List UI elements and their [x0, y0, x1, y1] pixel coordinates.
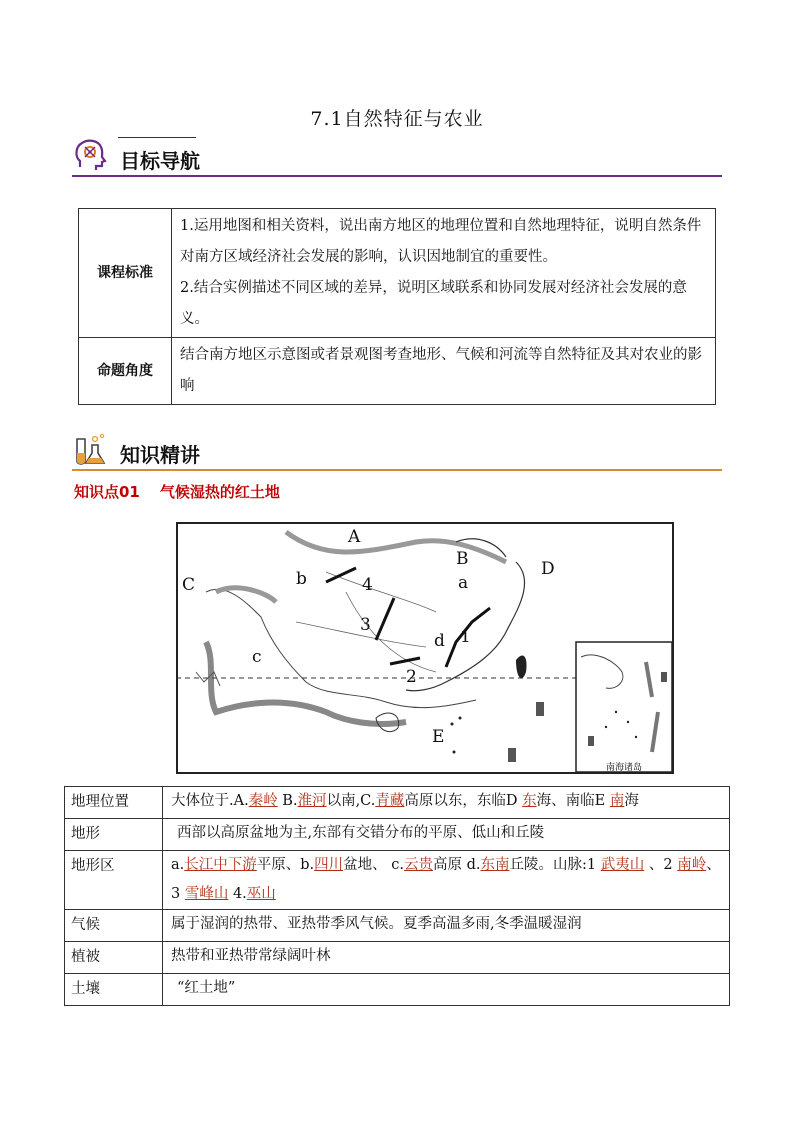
row-content: “红土地”: [163, 974, 730, 1006]
row-content: 结合南方地区示意图或者景观图考查地形、气候和河流等自然特征及其对农业的影响: [172, 338, 716, 405]
section-title-goals: 目标导航: [120, 149, 200, 173]
row-label: 植被: [65, 942, 163, 974]
table-row: [65, 787, 730, 819]
row-label: 地形区: [65, 851, 163, 910]
knowledge-point-heading: [74, 481, 280, 502]
map-label-4: 4: [362, 575, 373, 595]
table-row: [65, 851, 730, 910]
lab-flask-icon: [72, 431, 108, 467]
row-content: 西部以高原盆地为主,东部有交错分布的平原、低山和丘陵: [163, 819, 730, 851]
map-label-3: 3: [360, 615, 371, 635]
map-label-2: 2: [406, 667, 417, 687]
row-label: 气候: [65, 910, 163, 942]
inset-label: 南海诸岛: [605, 763, 643, 773]
head-gear-icon: [72, 137, 108, 173]
paragraph: 2.结合实例描述不同区域的差异，说明区域联系和协同发展对经济社会发展的意义。: [180, 280, 687, 327]
map-label-B: B: [456, 549, 469, 569]
knowledge-point-title: 气候湿热的红土地: [159, 483, 280, 501]
section-divider: [72, 175, 722, 177]
table-row: [65, 910, 730, 942]
row-label: 命题角度: [79, 338, 172, 405]
paragraph: 1.运用地图和相关资料，说出南方地区的地理位置和自然地理特征，说明自然条件对南方区域经济社会发展的影响，认识因地制宜的重要性。: [180, 218, 702, 265]
map-label-1: 1: [460, 627, 471, 647]
table-row: [65, 942, 730, 974]
row-content: 属于湿润的热带、亚热带季风气候。夏季高温多雨,冬季温暖湿润: [163, 910, 730, 942]
section-divider: [72, 469, 722, 471]
map-label-b: b: [296, 569, 307, 589]
map-label-A: A: [348, 527, 361, 547]
map-label-E: E: [432, 727, 445, 747]
knowledge-point-number: 知识点01: [74, 483, 140, 501]
info-table: [64, 786, 730, 1006]
south-china-map: [176, 522, 674, 774]
page-title: 7.1自然特征与农业: [310, 108, 484, 130]
goals-table: [78, 208, 716, 405]
south-china-sea-inset: [576, 642, 672, 773]
row-content: [172, 209, 716, 338]
table-row: [79, 338, 716, 405]
row-label: 土壤: [65, 974, 163, 1006]
section-header-goals: [72, 137, 722, 177]
row-label: 地理位置: [65, 787, 163, 819]
table-row: [79, 209, 716, 338]
table-row: [65, 974, 730, 1006]
section-header-knowledge: [72, 431, 722, 471]
map-label-c: c: [252, 647, 262, 667]
row-content: 大体位于.A.秦岭 B.淮河以南,C.青藏高原以东，东临D 东海、南临E 南海: [163, 787, 730, 819]
map-label-d: d: [434, 631, 445, 651]
header-accent-line: [118, 137, 196, 138]
row-content: a.长江中下游平原、b.四川盆地、 c.云贵高原 d.东南丘陵。山脉:1 武夷山 、2 南岭、3 雪峰山 4.巫山: [163, 851, 730, 910]
row-label: 课程标准: [79, 209, 172, 338]
map-label-D: D: [541, 559, 555, 579]
map-label-a: a: [458, 573, 469, 593]
map-label-C: C: [182, 575, 196, 595]
section-title-knowledge: 知识精讲: [120, 443, 200, 467]
row-content: 热带和亚热带常绿阔叶林: [163, 942, 730, 974]
table-row: [65, 819, 730, 851]
row-label: 地形: [65, 819, 163, 851]
